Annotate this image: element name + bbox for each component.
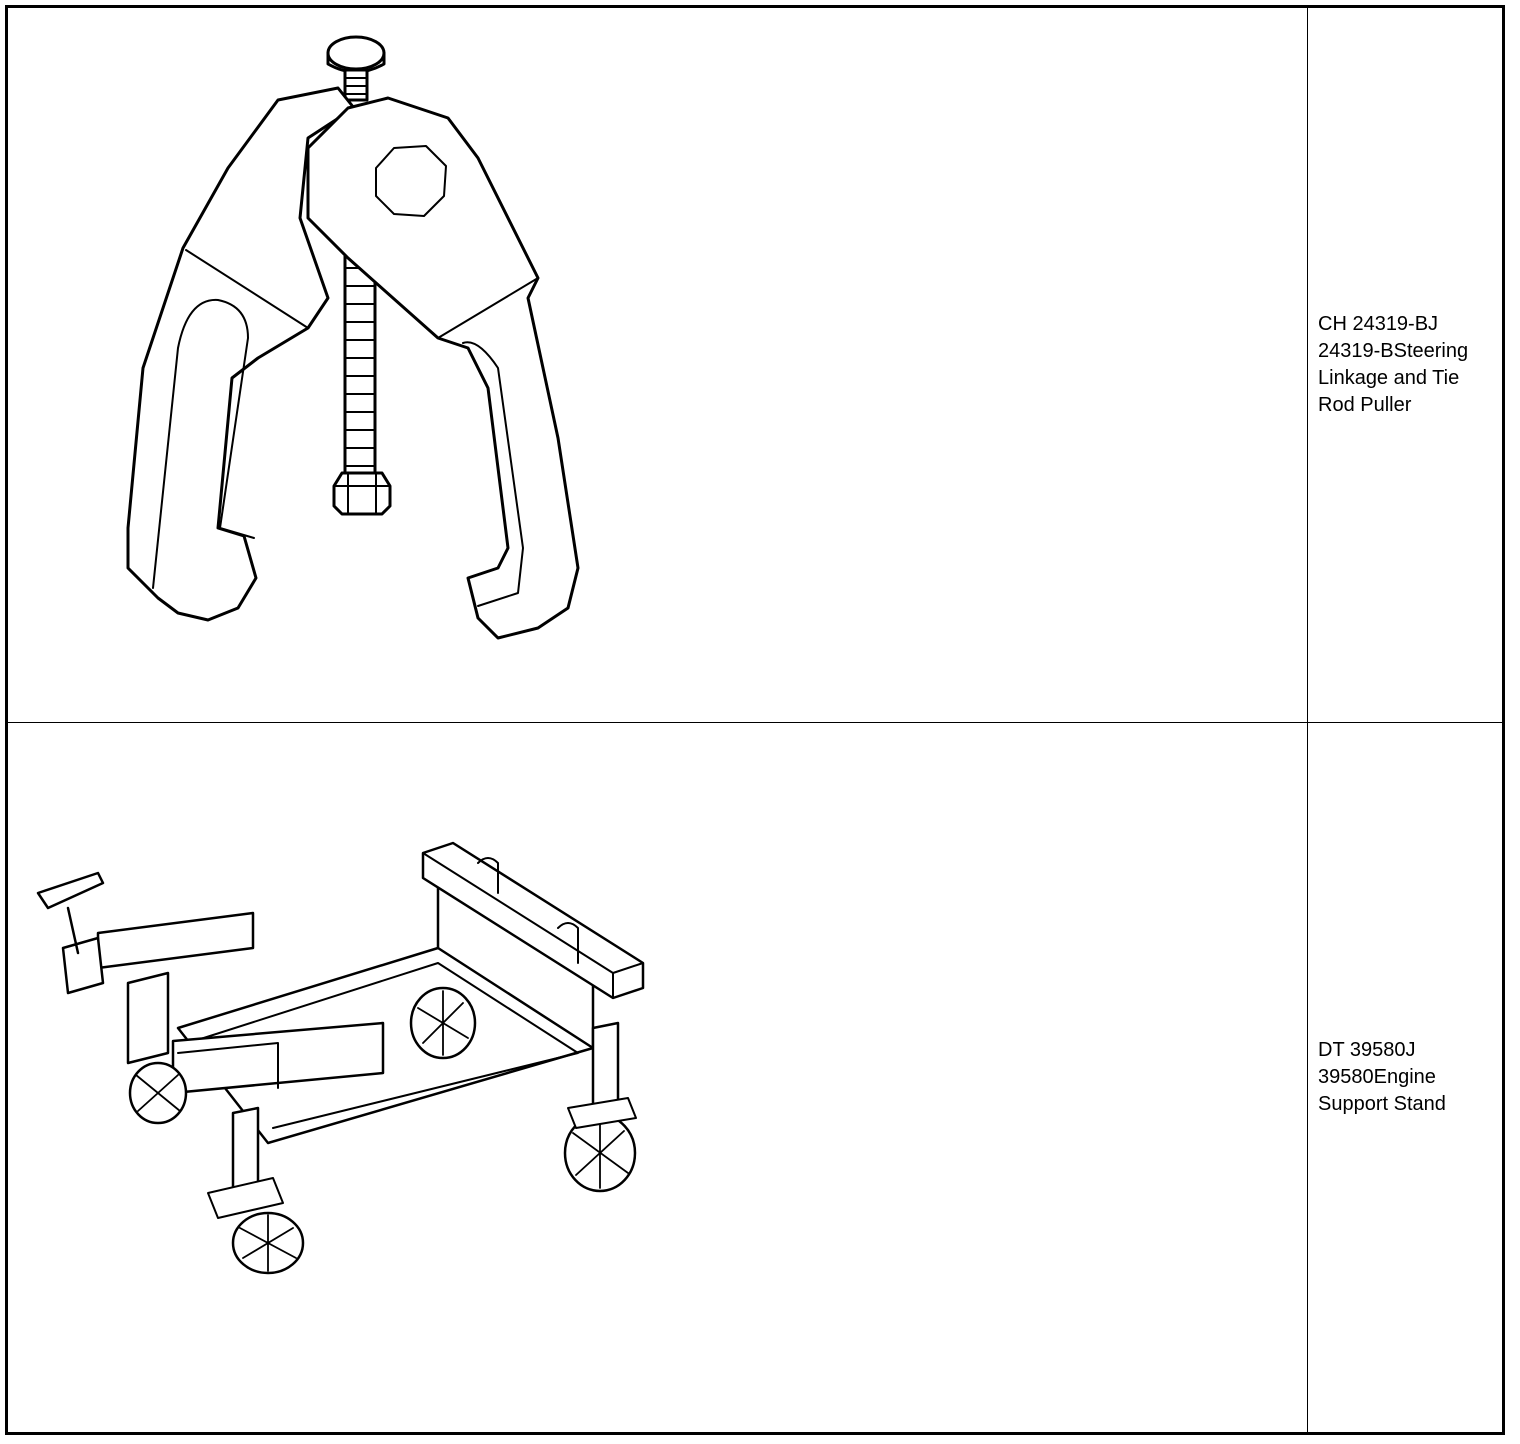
illustration-cell — [8, 723, 1308, 1432]
table-row — [8, 8, 1502, 723]
tool-caption: DT 39580J 39580Engine Support Stand — [1318, 1039, 1446, 1115]
illustration-cell — [8, 8, 1308, 722]
tool-caption: CH 24319-BJ 24319-BSteering Linkage and Tie Rod Puller — [1318, 313, 1469, 416]
caption-cell — [1308, 8, 1502, 722]
table-row — [8, 723, 1502, 1432]
engine-support-stand-illustration — [8, 723, 1308, 1432]
caption-cell — [1308, 723, 1502, 1432]
steering-linkage-puller-illustration — [8, 8, 1308, 723]
tool-table — [5, 5, 1505, 1435]
